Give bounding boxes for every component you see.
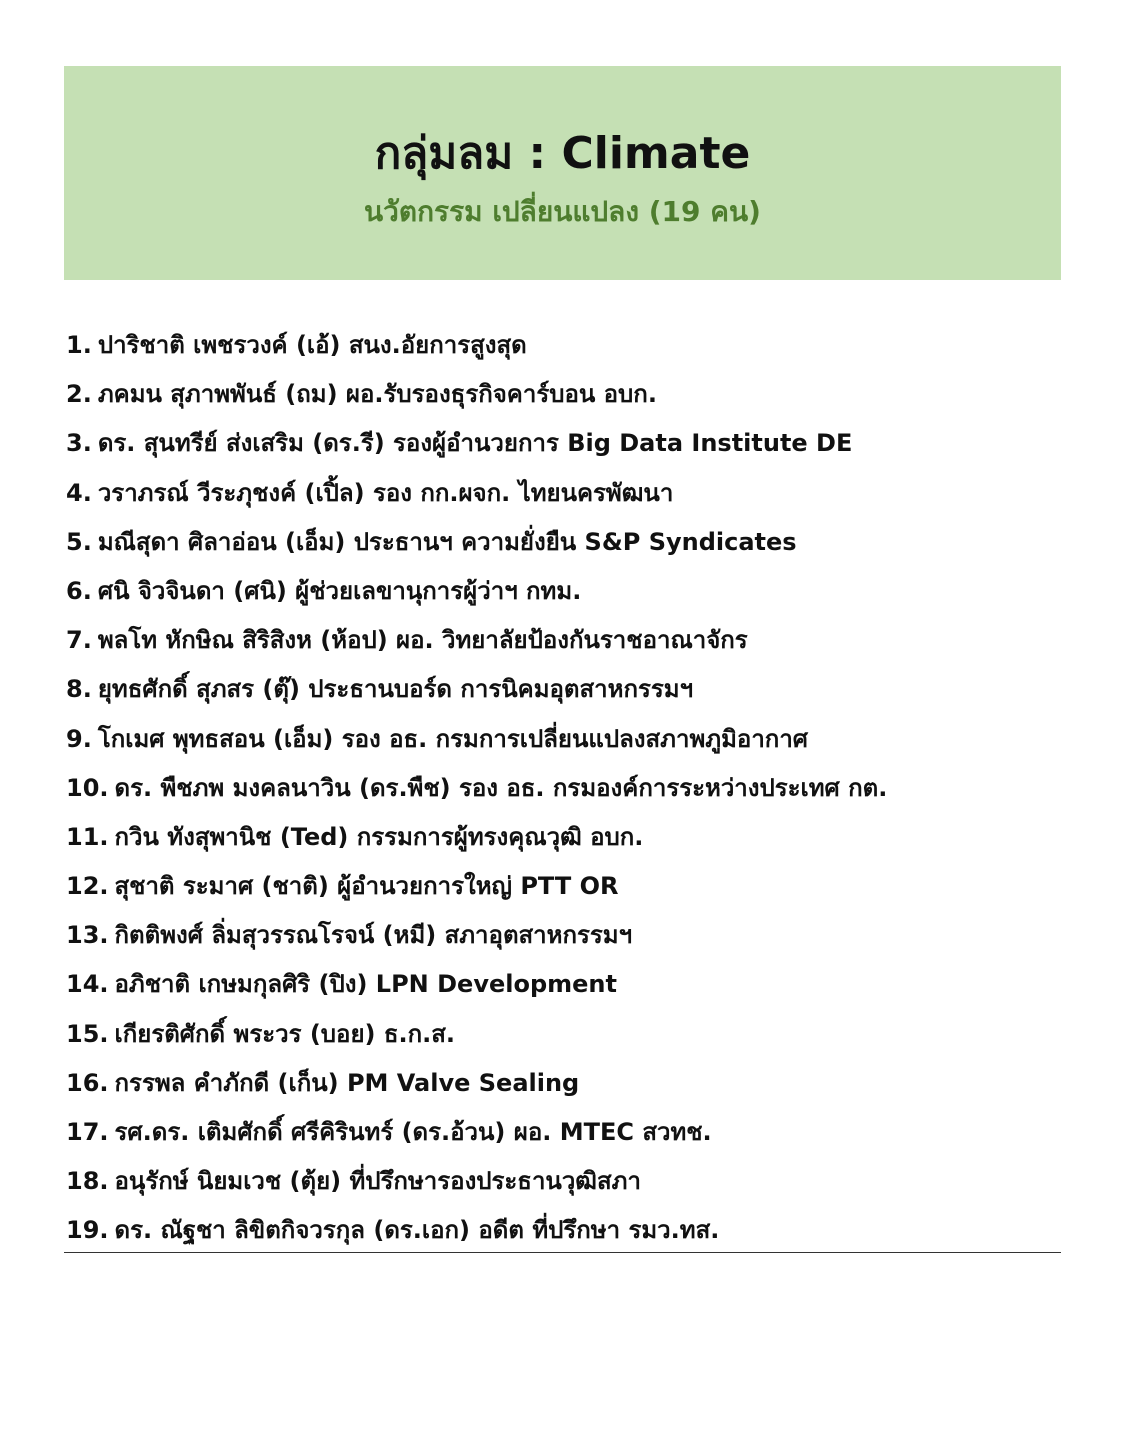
member-item-5 bbox=[66, 519, 1061, 568]
member-text: ปาริชาติ เพชรวงค์ (เอ้) สนง.อัยการสูงสุด bbox=[97, 331, 527, 359]
member-text: ดร. พืชภพ มงคลนาวิน (ดร.พืช) รอง อธ. กรมองค์การระหว่างประเทศ กต. bbox=[114, 773, 888, 802]
member-item-8 bbox=[66, 666, 1061, 715]
member-item-19 bbox=[66, 1207, 1061, 1256]
member-number: 5. bbox=[66, 527, 92, 556]
member-item-1 bbox=[66, 322, 1061, 371]
member-number: 6. bbox=[66, 576, 92, 605]
member-number: 19. bbox=[66, 1216, 109, 1245]
member-item-7 bbox=[66, 617, 1061, 666]
member-text: อนุรักษ์ นิยมเวช (ตุ้ย) ที่ปรึกษารองประธานวุฒิสภา bbox=[114, 1167, 641, 1196]
member-number: 17. bbox=[66, 1118, 109, 1146]
member-number: 16. bbox=[66, 1068, 109, 1097]
member-number: 18. bbox=[66, 1167, 109, 1196]
member-text: ภคมน สุภาพพันธ์ (ถม) ผอ.รับรองธุรกิจคาร์บอน อบก. bbox=[97, 380, 657, 409]
member-item-9 bbox=[66, 716, 1061, 765]
member-text: เกียรติศักดิ์ พระวร (บอย) ธ.ก.ส. bbox=[114, 1019, 456, 1048]
page-title: กลุ่มลม : Climate bbox=[374, 128, 751, 179]
member-number: 12. bbox=[66, 872, 109, 901]
member-item-14 bbox=[66, 961, 1061, 1010]
member-text: กรรพล คำภักดี (เก็น) PM Valve Sealing bbox=[114, 1068, 580, 1097]
member-number: 15. bbox=[66, 1019, 109, 1048]
member-number: 10. bbox=[66, 773, 109, 802]
member-item-2 bbox=[66, 371, 1061, 420]
member-number: 4. bbox=[66, 478, 92, 507]
member-item-4 bbox=[66, 470, 1061, 519]
member-number: 11. bbox=[66, 822, 109, 851]
member-text: รศ.ดร. เติมศักดิ์ ศรีคิรินทร์ (ดร.อ้วน) ผอ. MTEC สวทช. bbox=[114, 1118, 712, 1146]
member-text: กิตติพงศ์ ลิ่มสุวรรณโรจน์ (หมี) สภาอุตสาหกรรมฯ bbox=[114, 921, 633, 950]
member-number: 13. bbox=[66, 921, 109, 950]
member-number: 3. bbox=[66, 429, 92, 458]
member-text: โกเมศ พุทธสอน (เอ็ม) รอง อธ. กรมการเปลี่ยนแปลงสภาพภูมิอากาศ bbox=[97, 724, 809, 753]
member-item-15 bbox=[66, 1011, 1061, 1060]
member-item-16 bbox=[66, 1060, 1061, 1109]
member-number: 7. bbox=[66, 626, 92, 655]
member-text: กวิน ทังสุพานิช (Ted) กรรมการผู้ทรงคุณวุฒิ อบก. bbox=[114, 822, 644, 851]
page-subtitle: นวัตกรรม เปลี่ยนแปลง (19 คน) bbox=[364, 195, 761, 228]
bottom-divider bbox=[64, 1252, 1061, 1253]
member-number: 14. bbox=[66, 970, 109, 999]
member-number: 2. bbox=[66, 380, 92, 409]
member-number: 1. bbox=[66, 331, 92, 359]
member-text: ดร. ณัฐชา ลิขิตกิจวรกุล (ดร.เอก) อดีต ที่ปรึกษา รมว.ทส. bbox=[114, 1216, 720, 1245]
member-text: ดร. สุนทรีย์ ส่งเสริม (ดร.รี) รองผู้อำนวยการ Big Data Institute DE bbox=[97, 429, 853, 458]
member-number: 9. bbox=[66, 724, 92, 753]
member-text: ศนิ จิวจินดา (ศนิ) ผู้ช่วยเลขานุการผู้ว่าฯ กทม. bbox=[97, 576, 582, 605]
member-item-12 bbox=[66, 863, 1061, 912]
member-text: ยุทธศักดิ์ สุภสร (ตุ๊) ประธานบอร์ด การนิคมอุตสาหกรรมฯ bbox=[97, 675, 694, 704]
member-number: 8. bbox=[66, 675, 92, 704]
member-text: วราภรณ์ วีระภุชงค์ (เปิ้ล) รอง กก.ผจก. ไทยนครพัฒนา bbox=[97, 478, 674, 507]
member-list bbox=[66, 322, 1061, 1257]
member-text: อภิชาติ เกษมกุลศิริ (ปิง) LPN Development bbox=[114, 970, 617, 999]
member-item-13 bbox=[66, 912, 1061, 961]
member-item-11 bbox=[66, 814, 1061, 863]
member-item-17 bbox=[66, 1109, 1061, 1158]
member-item-18 bbox=[66, 1158, 1061, 1207]
member-text: มณีสุดา ศิลาอ่อน (เอ็ม) ประธานฯ ความยั่งยืน S&P Syndicates bbox=[97, 527, 797, 556]
member-text: สุชาติ ระมาศ (ชาติ) ผู้อำนวยการใหญ่ PTT OR bbox=[114, 872, 619, 901]
member-item-3 bbox=[66, 420, 1061, 469]
member-text: พลโท หักษิณ สิริสิงห (ห้อป) ผอ. วิทยาลัยป้องกันราชอาณาจักร bbox=[97, 626, 748, 655]
member-item-6 bbox=[66, 568, 1061, 617]
member-item-10 bbox=[66, 765, 1061, 814]
